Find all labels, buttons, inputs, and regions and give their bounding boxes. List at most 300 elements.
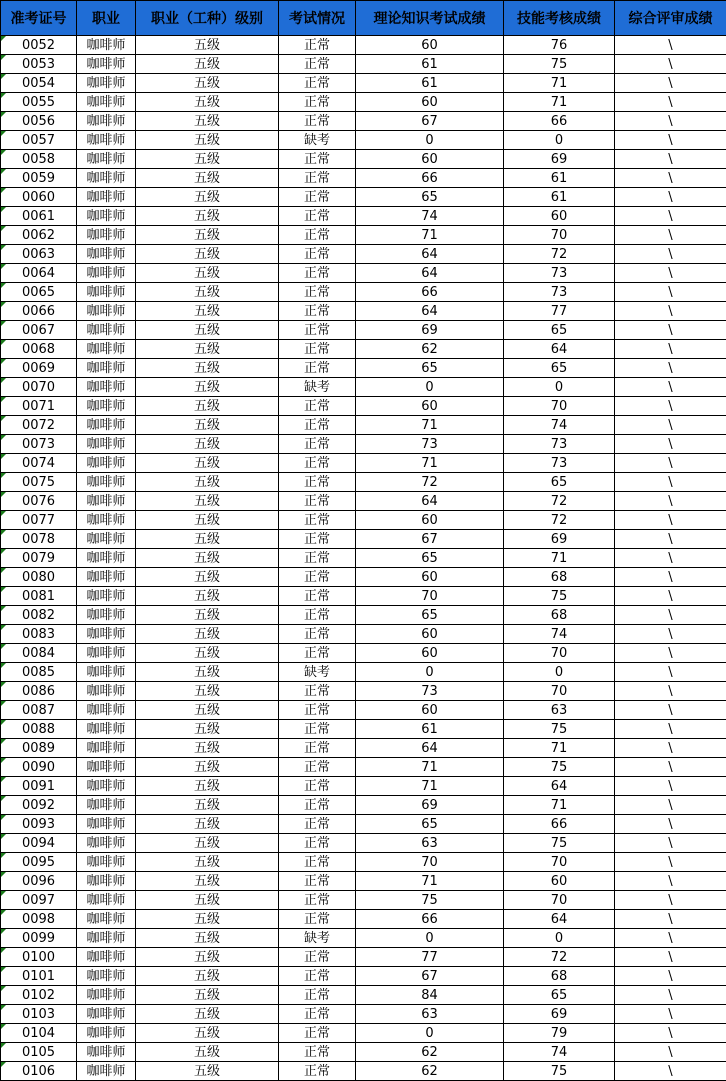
occupation-cell[interactable]: 咖啡师 [77, 36, 136, 55]
candidate-id-cell[interactable]: 0075 [1, 473, 77, 492]
skill-score-cell[interactable]: 60 [504, 872, 615, 891]
theory-score-cell[interactable]: 60 [356, 93, 504, 112]
exam-status-cell[interactable]: 正常 [279, 264, 356, 283]
occupation-cell[interactable]: 咖啡师 [77, 74, 136, 93]
occupation-cell[interactable]: 咖啡师 [77, 454, 136, 473]
candidate-id-cell[interactable]: 0064 [1, 264, 77, 283]
occupation-cell[interactable]: 咖啡师 [77, 872, 136, 891]
theory-score-cell[interactable]: 62 [356, 340, 504, 359]
theory-score-cell[interactable]: 60 [356, 397, 504, 416]
level-cell[interactable]: 五级 [136, 606, 279, 625]
review-score-cell[interactable]: \ [615, 112, 726, 131]
exam-status-cell[interactable]: 正常 [279, 644, 356, 663]
occupation-cell[interactable]: 咖啡师 [77, 834, 136, 853]
skill-score-cell[interactable]: 65 [504, 359, 615, 378]
level-cell[interactable]: 五级 [136, 796, 279, 815]
skill-score-cell[interactable]: 71 [504, 796, 615, 815]
occupation-cell[interactable]: 咖啡师 [77, 739, 136, 758]
skill-score-cell[interactable]: 69 [504, 1005, 615, 1024]
review-score-cell[interactable]: \ [615, 131, 726, 150]
skill-score-cell[interactable]: 72 [504, 511, 615, 530]
occupation-cell[interactable]: 咖啡师 [77, 245, 136, 264]
review-score-cell[interactable]: \ [615, 1005, 726, 1024]
level-cell[interactable]: 五级 [136, 530, 279, 549]
occupation-cell[interactable]: 咖啡师 [77, 758, 136, 777]
review-score-cell[interactable]: \ [615, 1062, 726, 1081]
skill-score-cell[interactable]: 73 [504, 454, 615, 473]
occupation-cell[interactable]: 咖啡师 [77, 378, 136, 397]
occupation-cell[interactable]: 咖啡师 [77, 150, 136, 169]
exam-status-cell[interactable]: 正常 [279, 1062, 356, 1081]
candidate-id-cell[interactable]: 0099 [1, 929, 77, 948]
candidate-id-cell[interactable]: 0097 [1, 891, 77, 910]
skill-score-cell[interactable]: 73 [504, 283, 615, 302]
skill-score-cell[interactable]: 72 [504, 245, 615, 264]
theory-score-cell[interactable]: 67 [356, 112, 504, 131]
level-cell[interactable]: 五级 [136, 264, 279, 283]
theory-score-cell[interactable]: 64 [356, 245, 504, 264]
skill-score-cell[interactable]: 68 [504, 967, 615, 986]
exam-status-cell[interactable]: 正常 [279, 340, 356, 359]
level-cell[interactable]: 五级 [136, 929, 279, 948]
occupation-cell[interactable]: 咖啡师 [77, 606, 136, 625]
exam-status-cell[interactable]: 正常 [279, 321, 356, 340]
candidate-id-cell[interactable]: 0076 [1, 492, 77, 511]
occupation-cell[interactable]: 咖啡师 [77, 853, 136, 872]
occupation-cell[interactable]: 咖啡师 [77, 530, 136, 549]
candidate-id-cell[interactable]: 0094 [1, 834, 77, 853]
review-score-cell[interactable]: \ [615, 340, 726, 359]
review-score-cell[interactable]: \ [615, 1024, 726, 1043]
exam-status-cell[interactable]: 正常 [279, 188, 356, 207]
candidate-id-cell[interactable]: 0055 [1, 93, 77, 112]
theory-score-cell[interactable]: 61 [356, 55, 504, 74]
level-cell[interactable]: 五级 [136, 948, 279, 967]
exam-status-cell[interactable]: 正常 [279, 473, 356, 492]
candidate-id-cell[interactable]: 0071 [1, 397, 77, 416]
skill-score-cell[interactable]: 66 [504, 815, 615, 834]
review-score-cell[interactable]: \ [615, 55, 726, 74]
skill-score-cell[interactable]: 61 [504, 169, 615, 188]
review-score-cell[interactable]: \ [615, 606, 726, 625]
candidate-id-cell[interactable]: 0082 [1, 606, 77, 625]
occupation-cell[interactable]: 咖啡师 [77, 207, 136, 226]
level-cell[interactable]: 五级 [136, 739, 279, 758]
occupation-cell[interactable]: 咖啡师 [77, 1005, 136, 1024]
candidate-id-cell[interactable]: 0088 [1, 720, 77, 739]
occupation-cell[interactable]: 咖啡师 [77, 188, 136, 207]
candidate-id-cell[interactable]: 0103 [1, 1005, 77, 1024]
candidate-id-cell[interactable]: 0069 [1, 359, 77, 378]
skill-score-cell[interactable]: 72 [504, 948, 615, 967]
candidate-id-cell[interactable]: 0086 [1, 682, 77, 701]
exam-status-cell[interactable]: 正常 [279, 283, 356, 302]
review-score-cell[interactable]: \ [615, 207, 726, 226]
level-cell[interactable]: 五级 [136, 720, 279, 739]
theory-score-cell[interactable]: 62 [356, 1043, 504, 1062]
level-cell[interactable]: 五级 [136, 910, 279, 929]
occupation-cell[interactable]: 咖啡师 [77, 492, 136, 511]
exam-status-cell[interactable]: 正常 [279, 739, 356, 758]
occupation-cell[interactable]: 咖啡师 [77, 777, 136, 796]
review-score-cell[interactable]: \ [615, 150, 726, 169]
theory-score-cell[interactable]: 64 [356, 302, 504, 321]
theory-score-cell[interactable]: 75 [356, 891, 504, 910]
occupation-cell[interactable]: 咖啡师 [77, 587, 136, 606]
exam-status-cell[interactable]: 正常 [279, 568, 356, 587]
theory-score-cell[interactable]: 63 [356, 834, 504, 853]
level-cell[interactable]: 五级 [136, 169, 279, 188]
candidate-id-cell[interactable]: 0104 [1, 1024, 77, 1043]
skill-score-cell[interactable]: 74 [504, 416, 615, 435]
skill-score-cell[interactable]: 70 [504, 891, 615, 910]
candidate-id-cell[interactable]: 0078 [1, 530, 77, 549]
review-score-cell[interactable]: \ [615, 644, 726, 663]
exam-status-cell[interactable]: 正常 [279, 948, 356, 967]
level-cell[interactable]: 五级 [136, 302, 279, 321]
review-score-cell[interactable]: \ [615, 283, 726, 302]
candidate-id-cell[interactable]: 0081 [1, 587, 77, 606]
exam-status-cell[interactable]: 正常 [279, 397, 356, 416]
skill-score-cell[interactable]: 64 [504, 777, 615, 796]
occupation-cell[interactable]: 咖啡师 [77, 283, 136, 302]
skill-score-cell[interactable]: 69 [504, 530, 615, 549]
level-cell[interactable]: 五级 [136, 777, 279, 796]
skill-score-cell[interactable]: 0 [504, 131, 615, 150]
review-score-cell[interactable]: \ [615, 397, 726, 416]
skill-score-cell[interactable]: 75 [504, 720, 615, 739]
candidate-id-cell[interactable]: 0087 [1, 701, 77, 720]
skill-score-cell[interactable]: 70 [504, 853, 615, 872]
exam-status-cell[interactable]: 正常 [279, 359, 356, 378]
candidate-id-cell[interactable]: 0089 [1, 739, 77, 758]
exam-status-cell[interactable]: 正常 [279, 416, 356, 435]
theory-score-cell[interactable]: 74 [356, 207, 504, 226]
exam-status-cell[interactable]: 正常 [279, 853, 356, 872]
theory-score-cell[interactable]: 71 [356, 454, 504, 473]
theory-score-cell[interactable]: 60 [356, 625, 504, 644]
theory-score-cell[interactable]: 70 [356, 853, 504, 872]
review-score-cell[interactable]: \ [615, 948, 726, 967]
occupation-cell[interactable]: 咖啡师 [77, 948, 136, 967]
level-cell[interactable]: 五级 [136, 967, 279, 986]
exam-status-cell[interactable]: 正常 [279, 910, 356, 929]
theory-score-cell[interactable]: 71 [356, 416, 504, 435]
theory-score-cell[interactable]: 60 [356, 644, 504, 663]
candidate-id-cell[interactable]: 0092 [1, 796, 77, 815]
candidate-id-cell[interactable]: 0093 [1, 815, 77, 834]
candidate-id-cell[interactable]: 0091 [1, 777, 77, 796]
review-score-cell[interactable]: \ [615, 321, 726, 340]
skill-score-cell[interactable]: 63 [504, 701, 615, 720]
occupation-cell[interactable]: 咖啡师 [77, 55, 136, 74]
level-cell[interactable]: 五级 [136, 1005, 279, 1024]
candidate-id-cell[interactable]: 0063 [1, 245, 77, 264]
skill-score-cell[interactable]: 75 [504, 587, 615, 606]
skill-score-cell[interactable]: 66 [504, 112, 615, 131]
level-cell[interactable]: 五级 [136, 682, 279, 701]
level-cell[interactable]: 五级 [136, 758, 279, 777]
level-cell[interactable]: 五级 [136, 378, 279, 397]
candidate-id-cell[interactable]: 0067 [1, 321, 77, 340]
candidate-id-cell[interactable]: 0068 [1, 340, 77, 359]
occupation-cell[interactable]: 咖啡师 [77, 1024, 136, 1043]
level-cell[interactable]: 五级 [136, 663, 279, 682]
candidate-id-cell[interactable]: 0077 [1, 511, 77, 530]
skill-score-cell[interactable]: 73 [504, 435, 615, 454]
exam-status-cell[interactable]: 正常 [279, 1043, 356, 1062]
occupation-cell[interactable]: 咖啡师 [77, 910, 136, 929]
candidate-id-cell[interactable]: 0062 [1, 226, 77, 245]
exam-status-cell[interactable]: 正常 [279, 587, 356, 606]
exam-status-cell[interactable]: 正常 [279, 625, 356, 644]
theory-score-cell[interactable]: 70 [356, 587, 504, 606]
level-cell[interactable]: 五级 [136, 321, 279, 340]
review-score-cell[interactable]: \ [615, 454, 726, 473]
theory-score-cell[interactable]: 73 [356, 682, 504, 701]
level-cell[interactable]: 五级 [136, 359, 279, 378]
exam-status-cell[interactable]: 正常 [279, 967, 356, 986]
candidate-id-cell[interactable]: 0060 [1, 188, 77, 207]
review-score-cell[interactable]: \ [615, 720, 726, 739]
exam-status-cell[interactable]: 正常 [279, 112, 356, 131]
review-score-cell[interactable]: \ [615, 891, 726, 910]
review-score-cell[interactable]: \ [615, 739, 726, 758]
theory-score-cell[interactable]: 65 [356, 188, 504, 207]
candidate-id-cell[interactable]: 0074 [1, 454, 77, 473]
skill-score-cell[interactable]: 70 [504, 682, 615, 701]
theory-score-cell[interactable]: 65 [356, 359, 504, 378]
level-cell[interactable]: 五级 [136, 625, 279, 644]
candidate-id-cell[interactable]: 0054 [1, 74, 77, 93]
review-score-cell[interactable]: \ [615, 986, 726, 1005]
skill-score-cell[interactable]: 76 [504, 36, 615, 55]
candidate-id-cell[interactable]: 0072 [1, 416, 77, 435]
exam-status-cell[interactable]: 正常 [279, 891, 356, 910]
review-score-cell[interactable]: \ [615, 967, 726, 986]
level-cell[interactable]: 五级 [136, 435, 279, 454]
theory-score-cell[interactable]: 61 [356, 74, 504, 93]
candidate-id-cell[interactable]: 0085 [1, 663, 77, 682]
candidate-id-cell[interactable]: 0095 [1, 853, 77, 872]
theory-score-cell[interactable]: 66 [356, 169, 504, 188]
review-score-cell[interactable]: \ [615, 929, 726, 948]
candidate-id-cell[interactable]: 0065 [1, 283, 77, 302]
occupation-cell[interactable]: 咖啡师 [77, 568, 136, 587]
skill-score-cell[interactable]: 72 [504, 492, 615, 511]
candidate-id-cell[interactable]: 0080 [1, 568, 77, 587]
exam-status-cell[interactable]: 正常 [279, 454, 356, 473]
exam-status-cell[interactable]: 缺考 [279, 131, 356, 150]
review-score-cell[interactable]: \ [615, 796, 726, 815]
occupation-cell[interactable]: 咖啡师 [77, 112, 136, 131]
occupation-cell[interactable]: 咖啡师 [77, 93, 136, 112]
occupation-cell[interactable]: 咖啡师 [77, 1062, 136, 1081]
review-score-cell[interactable]: \ [615, 36, 726, 55]
skill-score-cell[interactable]: 60 [504, 207, 615, 226]
level-cell[interactable]: 五级 [136, 112, 279, 131]
level-cell[interactable]: 五级 [136, 454, 279, 473]
skill-score-cell[interactable]: 75 [504, 834, 615, 853]
level-cell[interactable]: 五级 [136, 473, 279, 492]
level-cell[interactable]: 五级 [136, 55, 279, 74]
skill-score-cell[interactable]: 68 [504, 606, 615, 625]
exam-status-cell[interactable]: 正常 [279, 226, 356, 245]
exam-status-cell[interactable]: 正常 [279, 492, 356, 511]
theory-score-cell[interactable]: 61 [356, 720, 504, 739]
skill-score-cell[interactable]: 61 [504, 188, 615, 207]
level-cell[interactable]: 五级 [136, 644, 279, 663]
level-cell[interactable]: 五级 [136, 872, 279, 891]
review-score-cell[interactable]: \ [615, 1043, 726, 1062]
candidate-id-cell[interactable]: 0079 [1, 549, 77, 568]
review-score-cell[interactable]: \ [615, 758, 726, 777]
skill-score-cell[interactable]: 65 [504, 473, 615, 492]
skill-score-cell[interactable]: 65 [504, 986, 615, 1005]
occupation-cell[interactable]: 咖啡师 [77, 473, 136, 492]
exam-status-cell[interactable]: 正常 [279, 606, 356, 625]
occupation-cell[interactable]: 咖啡师 [77, 929, 136, 948]
theory-score-cell[interactable]: 69 [356, 796, 504, 815]
occupation-cell[interactable]: 咖啡师 [77, 169, 136, 188]
level-cell[interactable]: 五级 [136, 587, 279, 606]
exam-status-cell[interactable]: 正常 [279, 549, 356, 568]
level-cell[interactable]: 五级 [136, 93, 279, 112]
exam-status-cell[interactable]: 缺考 [279, 929, 356, 948]
candidate-id-cell[interactable]: 0056 [1, 112, 77, 131]
review-score-cell[interactable]: \ [615, 492, 726, 511]
level-cell[interactable]: 五级 [136, 283, 279, 302]
theory-score-cell[interactable]: 69 [356, 321, 504, 340]
skill-score-cell[interactable]: 75 [504, 1062, 615, 1081]
review-score-cell[interactable]: \ [615, 473, 726, 492]
exam-status-cell[interactable]: 正常 [279, 207, 356, 226]
skill-score-cell[interactable]: 70 [504, 397, 615, 416]
theory-score-cell[interactable]: 67 [356, 967, 504, 986]
exam-status-cell[interactable]: 正常 [279, 986, 356, 1005]
level-cell[interactable]: 五级 [136, 549, 279, 568]
candidate-id-cell[interactable]: 0100 [1, 948, 77, 967]
occupation-cell[interactable]: 咖啡师 [77, 302, 136, 321]
review-score-cell[interactable]: \ [615, 910, 726, 929]
review-score-cell[interactable]: \ [615, 663, 726, 682]
theory-score-cell[interactable]: 65 [356, 549, 504, 568]
candidate-id-cell[interactable]: 0101 [1, 967, 77, 986]
occupation-cell[interactable]: 咖啡师 [77, 644, 136, 663]
occupation-cell[interactable]: 咖啡师 [77, 397, 136, 416]
skill-score-cell[interactable]: 74 [504, 625, 615, 644]
level-cell[interactable]: 五级 [136, 891, 279, 910]
review-score-cell[interactable]: \ [615, 834, 726, 853]
theory-score-cell[interactable]: 66 [356, 283, 504, 302]
candidate-id-cell[interactable]: 0102 [1, 986, 77, 1005]
exam-status-cell[interactable]: 正常 [279, 815, 356, 834]
level-cell[interactable]: 五级 [136, 131, 279, 150]
theory-score-cell[interactable]: 64 [356, 492, 504, 511]
candidate-id-cell[interactable]: 0083 [1, 625, 77, 644]
candidate-id-cell[interactable]: 0061 [1, 207, 77, 226]
review-score-cell[interactable]: \ [615, 188, 726, 207]
skill-score-cell[interactable]: 79 [504, 1024, 615, 1043]
review-score-cell[interactable]: \ [615, 853, 726, 872]
theory-score-cell[interactable]: 62 [356, 1062, 504, 1081]
candidate-id-cell[interactable]: 0098 [1, 910, 77, 929]
candidate-id-cell[interactable]: 0058 [1, 150, 77, 169]
theory-score-cell[interactable]: 60 [356, 511, 504, 530]
review-score-cell[interactable]: \ [615, 169, 726, 188]
exam-status-cell[interactable]: 正常 [279, 834, 356, 853]
level-cell[interactable]: 五级 [136, 1062, 279, 1081]
review-score-cell[interactable]: \ [615, 777, 726, 796]
theory-score-cell[interactable]: 66 [356, 910, 504, 929]
skill-score-cell[interactable]: 71 [504, 739, 615, 758]
level-cell[interactable]: 五级 [136, 834, 279, 853]
level-cell[interactable]: 五级 [136, 74, 279, 93]
skill-score-cell[interactable]: 73 [504, 264, 615, 283]
candidate-id-cell[interactable]: 0053 [1, 55, 77, 74]
theory-score-cell[interactable]: 72 [356, 473, 504, 492]
exam-status-cell[interactable]: 正常 [279, 74, 356, 93]
skill-score-cell[interactable]: 75 [504, 55, 615, 74]
occupation-cell[interactable]: 咖啡师 [77, 663, 136, 682]
theory-score-cell[interactable]: 65 [356, 815, 504, 834]
skill-score-cell[interactable]: 77 [504, 302, 615, 321]
occupation-cell[interactable]: 咖啡师 [77, 625, 136, 644]
skill-score-cell[interactable]: 64 [504, 340, 615, 359]
skill-score-cell[interactable]: 75 [504, 758, 615, 777]
exam-status-cell[interactable]: 正常 [279, 1005, 356, 1024]
occupation-cell[interactable]: 咖啡师 [77, 891, 136, 910]
exam-status-cell[interactable]: 缺考 [279, 663, 356, 682]
occupation-cell[interactable]: 咖啡师 [77, 796, 136, 815]
exam-status-cell[interactable]: 正常 [279, 720, 356, 739]
exam-status-cell[interactable]: 正常 [279, 701, 356, 720]
theory-score-cell[interactable]: 64 [356, 264, 504, 283]
candidate-id-cell[interactable]: 0073 [1, 435, 77, 454]
level-cell[interactable]: 五级 [136, 511, 279, 530]
review-score-cell[interactable]: \ [615, 226, 726, 245]
theory-score-cell[interactable]: 71 [356, 777, 504, 796]
exam-status-cell[interactable]: 正常 [279, 777, 356, 796]
skill-score-cell[interactable]: 69 [504, 150, 615, 169]
occupation-cell[interactable]: 咖啡师 [77, 720, 136, 739]
occupation-cell[interactable]: 咖啡师 [77, 416, 136, 435]
skill-score-cell[interactable]: 0 [504, 663, 615, 682]
review-score-cell[interactable]: \ [615, 815, 726, 834]
skill-score-cell[interactable]: 68 [504, 568, 615, 587]
occupation-cell[interactable]: 咖啡师 [77, 986, 136, 1005]
occupation-cell[interactable]: 咖啡师 [77, 511, 136, 530]
occupation-cell[interactable]: 咖啡师 [77, 340, 136, 359]
theory-score-cell[interactable]: 67 [356, 530, 504, 549]
review-score-cell[interactable]: \ [615, 682, 726, 701]
level-cell[interactable]: 五级 [136, 36, 279, 55]
review-score-cell[interactable]: \ [615, 416, 726, 435]
theory-score-cell[interactable]: 60 [356, 36, 504, 55]
exam-status-cell[interactable]: 正常 [279, 872, 356, 891]
skill-score-cell[interactable]: 74 [504, 1043, 615, 1062]
theory-score-cell[interactable]: 60 [356, 701, 504, 720]
exam-status-cell[interactable]: 正常 [279, 93, 356, 112]
level-cell[interactable]: 五级 [136, 1043, 279, 1062]
skill-score-cell[interactable]: 70 [504, 644, 615, 663]
review-score-cell[interactable]: \ [615, 568, 726, 587]
exam-status-cell[interactable]: 正常 [279, 758, 356, 777]
occupation-cell[interactable]: 咖啡师 [77, 321, 136, 340]
exam-status-cell[interactable]: 正常 [279, 245, 356, 264]
exam-status-cell[interactable]: 正常 [279, 1024, 356, 1043]
level-cell[interactable]: 五级 [136, 815, 279, 834]
